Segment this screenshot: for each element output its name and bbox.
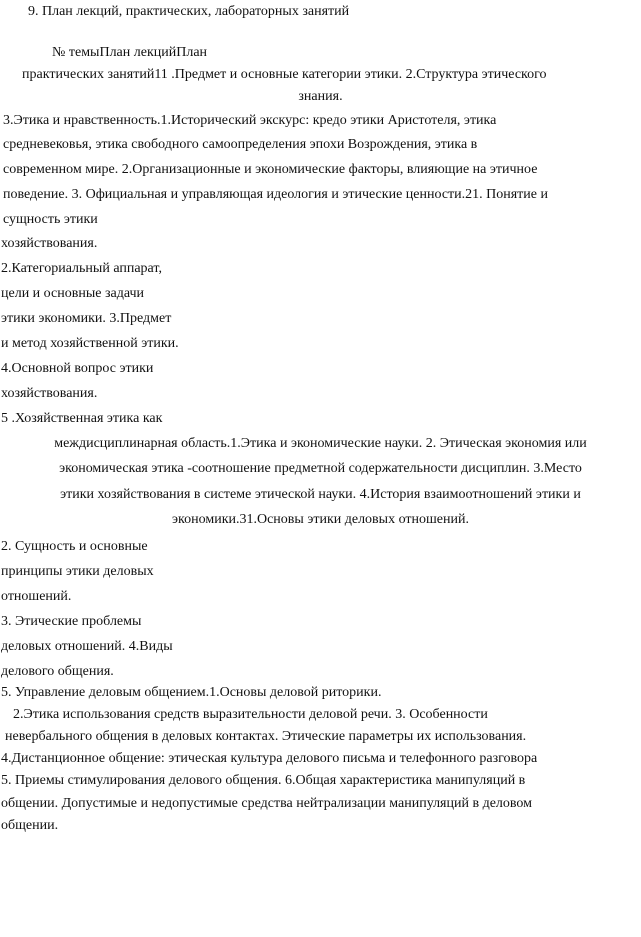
text-line: средневековья, этика свободного самоопределения эпохи Возрождения, этика в — [3, 137, 478, 152]
table-header-line: № темыПлан лекцийПлан — [52, 45, 208, 60]
text-line: 2.Категориальный аппарат, — [1, 261, 162, 276]
text-line: 3.Этика и нравственность.1.Исторический экскурс: кредо этики Аристотеля, этика — [3, 113, 497, 128]
text-line: общении. Допустимые и недопустимые средства нейтрализации манипуляций в деловом — [1, 796, 533, 811]
text-line: этики экономики. 3.Предмет — [1, 311, 172, 326]
text-line: 4.Основной вопрос этики — [1, 361, 154, 376]
text-line: отношений. — [1, 589, 72, 604]
text-line: принципы этики деловых — [1, 564, 154, 579]
text-line: цели и основные задачи — [1, 286, 145, 301]
text-line: делового общения. — [1, 664, 114, 679]
text-line: хозяйствования. — [1, 386, 98, 401]
text-line: 3. Этические проблемы — [1, 614, 142, 629]
text-line: невербального общения в деловых контактах. Этические параметры их использования. — [5, 729, 527, 744]
text-line: 5. Приемы стимулирования делового общения. 6.Общая характеристика манипуляций в — [1, 773, 526, 788]
text-line: 5 .Хозяйственная этика как — [1, 411, 163, 426]
text-line: хозяйствования. — [1, 236, 98, 251]
text-line: 2. Сущность и основные — [1, 539, 148, 554]
text-line: 4.Дистанционное общение: этическая культура делового письма и телефонного разговора — [1, 751, 538, 766]
text-line: знания. — [298, 89, 343, 104]
text-line: сущность этики — [3, 212, 98, 227]
section-heading: 9. План лекций, практических, лабораторных занятий — [28, 4, 350, 19]
text-line: экономическая этика -соотношение предметной содержательности дисциплин. 3.Место — [59, 461, 582, 476]
text-line: деловых отношений. 4.Виды — [1, 639, 173, 654]
text-line: общении. — [1, 818, 59, 833]
text-line: практических занятий11 .Предмет и основные категории этики. 2.Структура этического — [22, 67, 547, 82]
text-line: и метод хозяйственной этики. — [1, 336, 179, 351]
text-line: поведение. 3. Официальная и управляющая идеология и этические ценности.21. Понятие и — [3, 187, 549, 202]
text-line: этики хозяйствования в системе этической науки. 4.История взаимоотношений этики и — [60, 487, 581, 502]
text-line: междисциплинарная область.1.Этика и экономические науки. 2. Этическая экономия или — [54, 436, 587, 451]
text-line: 2.Этика использования средств выразительности деловой речи. 3. Особенности — [13, 707, 488, 722]
text-line: 5. Управление деловым общением.1.Основы деловой риторики. — [1, 685, 382, 700]
text-line: современном мире. 2.Организационные и экономические факторы, влияющие на этичное — [3, 162, 538, 177]
text-line: экономики.31.Основы этики деловых отношений. — [172, 512, 469, 527]
